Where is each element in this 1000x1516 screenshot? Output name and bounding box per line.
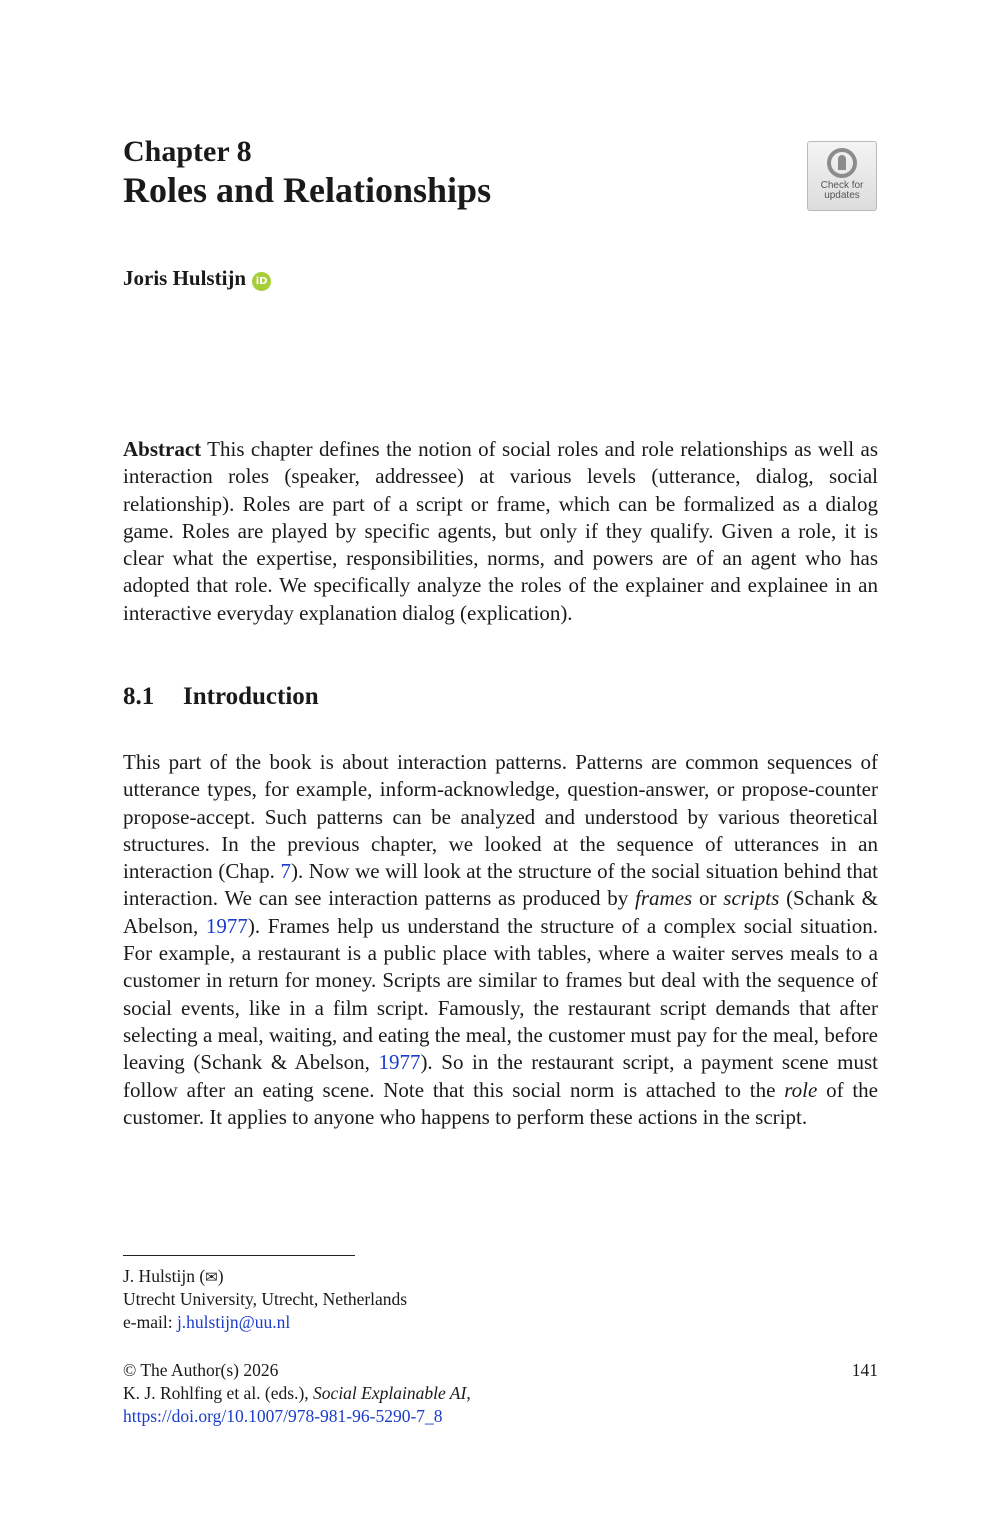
emphasis-scripts: scripts	[723, 886, 780, 911]
badge-line-1: Check for	[820, 180, 864, 191]
abstract	[123, 436, 878, 627]
author-name: Joris Hulstijn	[123, 266, 247, 290]
footnote-email-line	[123, 1311, 290, 1334]
emphasis-frames: frames	[635, 886, 693, 911]
author-line	[123, 266, 271, 291]
intro-text: ). Now we will look at the structure of the social situation behind that interaction. We can see interaction patterns as produced by	[123, 859, 879, 911]
citation-1977-link[interactable]: 1977	[205, 913, 248, 938]
intro-text: This part of the book is about interaction patterns. Patterns are common sequences of utterance types, for example, inform-acknowledge, question-answer, or propose-counter propose-accept. Such patterns can be analyzed and understood by various theoretical structures. In the previous chapter, we looked at the sequence of utterances in an interaction (Chap.	[123, 750, 878, 884]
intro-text: ). So in the restaurant script, a payment scene must follow after an eating scene. Note that this social norm is attached to the	[123, 1050, 879, 1102]
check-for-updates-icon	[827, 148, 857, 178]
footnote-affiliation: Utrecht University, Utrecht, Netherlands	[123, 1289, 408, 1309]
editors: K. J. Rohlfing et al. (eds.),	[123, 1383, 314, 1403]
badge-label	[821, 181, 864, 201]
orcid-icon[interactable]: iD	[252, 272, 271, 291]
section-title: Introduction	[183, 683, 319, 710]
chapter-label: Chapter 8	[123, 135, 252, 168]
intro-text: or	[692, 886, 724, 911]
section-heading	[123, 683, 319, 711]
badge-line-2: updates	[824, 190, 860, 201]
book-title: Social Explainable AI	[313, 1383, 467, 1403]
comma: ,	[466, 1383, 471, 1403]
copyright-line: © The Author(s) 2026	[123, 1360, 279, 1380]
emphasis-role: role	[784, 1077, 818, 1102]
intro-text: of the customer. It applies to anyone who happens to perform these actions in the script.	[123, 1077, 878, 1129]
page-number: 141	[851, 1360, 878, 1380]
envelope-icon: ✉	[205, 1268, 218, 1286]
doi-line	[123, 1405, 443, 1428]
intro-text: ). Frames help us understand the structure of a complex social situation. For example, a restaurant is a public place with tables, where a waiter serves meals to a customer in return for money. Scripts are similar to frames but deal with the sequence of social events, like in a film script. Famously, the restaurant script demands that after selecting a meal, waiting, and eating the meal, the customer must pay for the meal, before leaving (Schank & Abelson,	[123, 913, 878, 1075]
abstract-text: This chapter defines the notion of social roles and role relationships as well as interaction roles (speaker, addressee) at various levels (utterance, dialog, social relationship). Roles are part of a script or frame, which can be formalized as a dialog game. Roles are played by specific agents, but only if they qualify. Given a role, it is clear what the expertise, responsibilities, norms, and powers are of an agent who has adopted that role. We specifically analyze the roles of the explainer and explainee in an interactive everyday explanation dialog (explication).	[123, 437, 878, 625]
footnote-rule	[123, 1255, 355, 1256]
check-for-updates-badge[interactable]	[807, 141, 877, 211]
email-link[interactable]: j.hulstijn@uu.nl	[176, 1312, 291, 1332]
email-label: e-mail:	[123, 1312, 177, 1332]
chapter-7-link[interactable]: 7	[280, 859, 291, 884]
doi-link[interactable]: https://doi.org/10.1007/978-981-96-5290-7_8	[123, 1406, 443, 1426]
intro-paragraph	[123, 749, 878, 1131]
intro-text: (Schank & Abelson,	[123, 886, 878, 938]
section-number: 8.1	[123, 683, 155, 710]
footnote-paren: )	[217, 1266, 224, 1286]
citation-1977-link[interactable]: 1977	[378, 1050, 421, 1075]
chapter-title: Roles and Relationships	[123, 170, 492, 210]
footnote-author-name: J. Hulstijn (	[123, 1266, 206, 1286]
abstract-label: Abstract	[123, 437, 202, 461]
book-citation	[123, 1382, 471, 1405]
footnote-author	[123, 1265, 224, 1289]
